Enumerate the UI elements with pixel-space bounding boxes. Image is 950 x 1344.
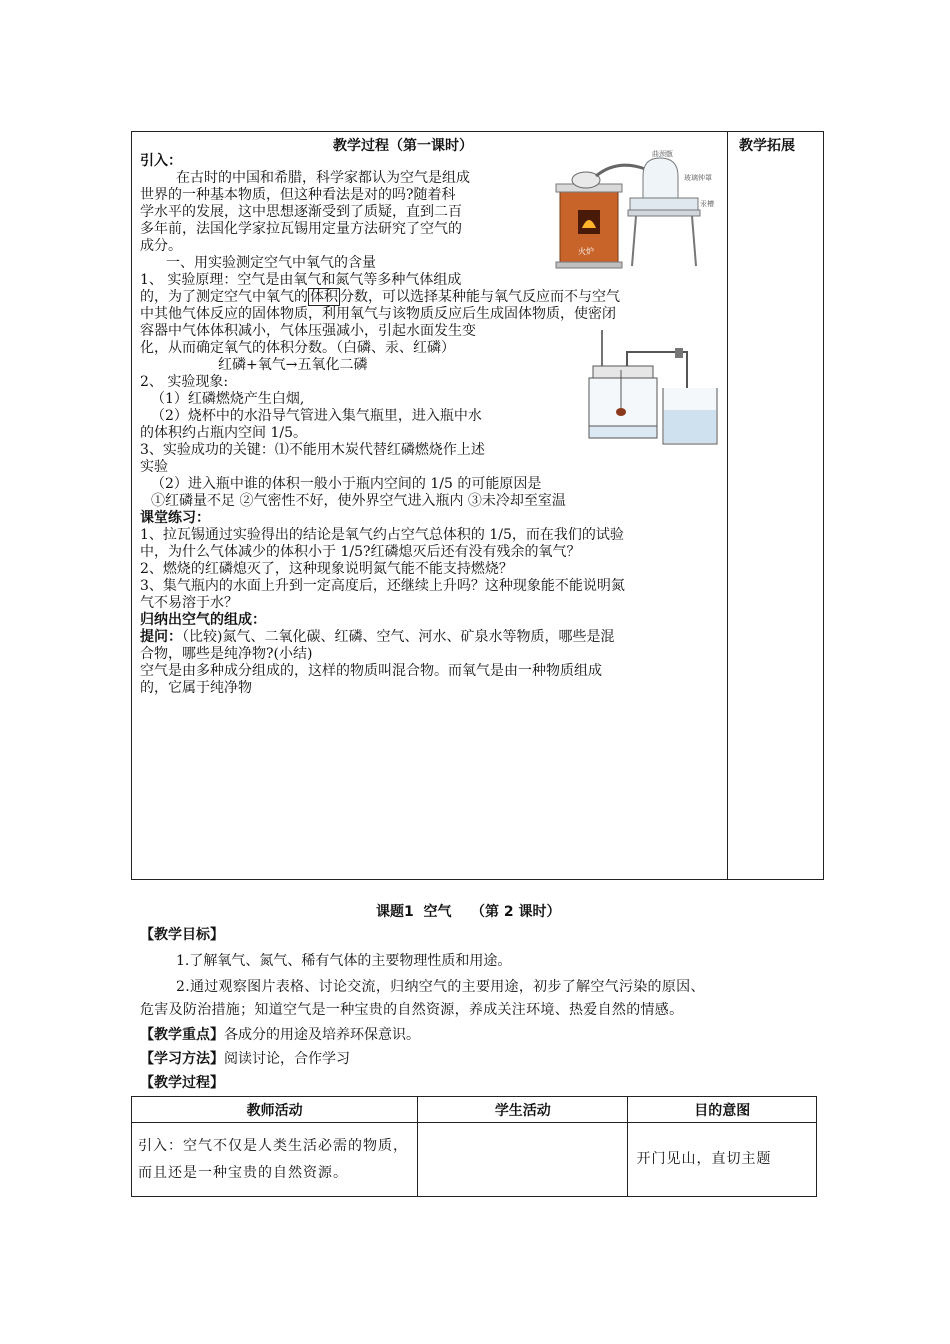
goal-1: 1.了解氧气、氮气、稀有气体的主要物理性质和用途。 bbox=[176, 953, 512, 969]
lavoisier-apparatus-illustration bbox=[548, 150, 718, 272]
intro-label: 引入： bbox=[140, 153, 182, 169]
key-line-1: 3、实验成功的关键：⑴不能用木炭代替红磷燃烧作上述 bbox=[140, 442, 485, 458]
practice-title: 课堂练习： bbox=[140, 510, 210, 526]
purpose-cell bbox=[628, 1123, 817, 1197]
method-text: 阅读讨论，合作学习 bbox=[224, 1051, 350, 1067]
teacher-activity-text: 引入：空气不仅是人类生活必需的物质，而且还是一种宝贵的自然资源。 bbox=[138, 1137, 408, 1181]
question-line-1: 提问：（比较)氮气、二氧化碳、红磷、空气、河水、矿泉水等物质，哪些是混 bbox=[140, 629, 615, 645]
principle-line-5: 化，从而确定氧气的体积分数。（白磷、汞、红磷） bbox=[140, 340, 455, 356]
practice-3a: 3、集气瓶内的水面上升到一定高度后，还继续上升吗？这种现象能不能说明氮 bbox=[140, 578, 625, 594]
question-line-2: 合物，哪些是纯净物?(小结) bbox=[140, 646, 313, 662]
conclusion-line-2: 的，它属于纯净物 bbox=[140, 680, 252, 696]
intro-line-5: 成分。 bbox=[140, 238, 182, 254]
phenomenon-1: （1）红磷燃烧产生白烟, bbox=[151, 391, 305, 407]
teacher-activity-cell bbox=[132, 1123, 418, 1197]
intro-line-2: 世界的一种基本物质，但这种看法是对的吗?随着科 bbox=[140, 187, 456, 203]
intro-line-4: 多年前，法国化学家拉瓦锡用定量方法研究了空气的 bbox=[140, 221, 462, 237]
goal-2b: 危害及防治措施；知道空气是一种宝贵的自然资源，养成关注环境、热爱自然的情感。 bbox=[140, 1002, 684, 1018]
student-activity-cell bbox=[418, 1123, 628, 1197]
method-heading: 【学习方法】 bbox=[140, 1051, 224, 1067]
principle-line-2: 的，为了测定空气中氧气的 体积 分数，可以选择某种能与氧气反应而不与空气 bbox=[140, 289, 620, 305]
key-line-2: 实验 bbox=[140, 459, 168, 475]
table-header-row bbox=[132, 1097, 817, 1123]
purpose-text: 开门见山，直切主题 bbox=[636, 1151, 772, 1167]
furnace-label: 火炉 bbox=[578, 247, 594, 256]
method-line bbox=[140, 1049, 350, 1069]
section-1-title: 一、用实验测定空气中氧气的含量 bbox=[166, 255, 376, 271]
goal-2a: 2.通过观察图片表格、讨论交流，归纳空气的主要用途，初步了解空气污染的原因、 bbox=[176, 979, 705, 995]
practice-1a: 1、拉瓦锡通过实验得出的结论是氧气约占空气总体积的 1/5，而在我们的试验 bbox=[140, 527, 624, 543]
lesson-2-process-table bbox=[131, 1096, 817, 1197]
header-student-activity: 学生活动 bbox=[418, 1097, 628, 1123]
table-row bbox=[132, 1123, 817, 1197]
principle-line-4: 容器中气体体积减小，气体压强减小，引起水面发生变 bbox=[140, 323, 476, 339]
principle-line-1: 1、 实验原理：空气是由氧气和氮气等多种气体组成 bbox=[140, 272, 462, 288]
phenomenon-title: 2、 实验现象: bbox=[140, 374, 229, 390]
table-column-divider bbox=[727, 131, 728, 880]
goals-heading: 【教学目标】 bbox=[140, 927, 224, 943]
reaction-equation: 红磷+氧气→五氧化二磷 bbox=[218, 357, 368, 373]
key-point-text: 各成分的用途及培养环保意识。 bbox=[224, 1027, 420, 1043]
practice-3b: 气不易溶于水？ bbox=[140, 595, 238, 611]
key-line-3: （2）进入瓶中谁的体积一般小于瓶内空间的 1/5 的可能原因是 bbox=[151, 476, 542, 492]
phenomenon-2b: 的体积约占瓶内空间 1/5。 bbox=[140, 425, 307, 441]
table-header-process: 教学过程（第一课时） bbox=[333, 138, 473, 154]
intro-line-3: 学水平的发展，这中思想逐渐受到了质疑，直到二百 bbox=[140, 204, 462, 220]
intro-line-1: 在古时的中国和希腊，科学家都认为空气是组成 bbox=[176, 170, 470, 186]
phenomenon-2a: （2）烧杯中的水沿导气管进入集气瓶里，进入瓶中水 bbox=[151, 408, 482, 424]
boxed-term-volume: 体积 bbox=[310, 289, 338, 305]
retort-label: 曲颈甑 bbox=[652, 150, 673, 158]
conclusion-line-1: 空气是由多种成分组成的，这样的物质叫混合物。而氧气是由一种物质组成 bbox=[140, 663, 602, 679]
principle-line-3: 中其他气体反应的固体物质，利用氧气与该物质反应后生成固体物质，使密闭 bbox=[140, 306, 616, 322]
key-point-heading: 【教学重点】 bbox=[140, 1027, 224, 1043]
key-point-line bbox=[140, 1025, 420, 1045]
practice-1b: 中，为什么气体减少的体积小于 1/5?红磷熄灭后还有没有残余的氧气？ bbox=[140, 544, 581, 560]
table-header-extension: 教学拓展 bbox=[739, 138, 795, 154]
summary-title: 归纳出空气的组成： bbox=[140, 612, 266, 628]
oxygen-content-experiment-illustration bbox=[583, 330, 723, 448]
practice-2: 2、燃烧的红磷熄灭了，这种现象说明氮气能不能支持燃烧？ bbox=[140, 561, 513, 577]
process-heading: 【教学过程】 bbox=[140, 1075, 224, 1091]
key-line-4: ①红磷量不足 ②气密性不好，使外界空气进入瓶内 ③未冷却至室温 bbox=[151, 493, 566, 509]
trough-label: 汞槽 bbox=[700, 200, 714, 208]
header-purpose: 目的意图 bbox=[628, 1097, 817, 1123]
lesson-2-title: 课题1 空气 （第 2 课时） bbox=[376, 904, 561, 920]
header-teacher-activity: 教师活动 bbox=[132, 1097, 418, 1123]
bell-jar-label: 玻璃钟罩 bbox=[684, 174, 712, 182]
question-label: 提问： bbox=[140, 629, 182, 645]
